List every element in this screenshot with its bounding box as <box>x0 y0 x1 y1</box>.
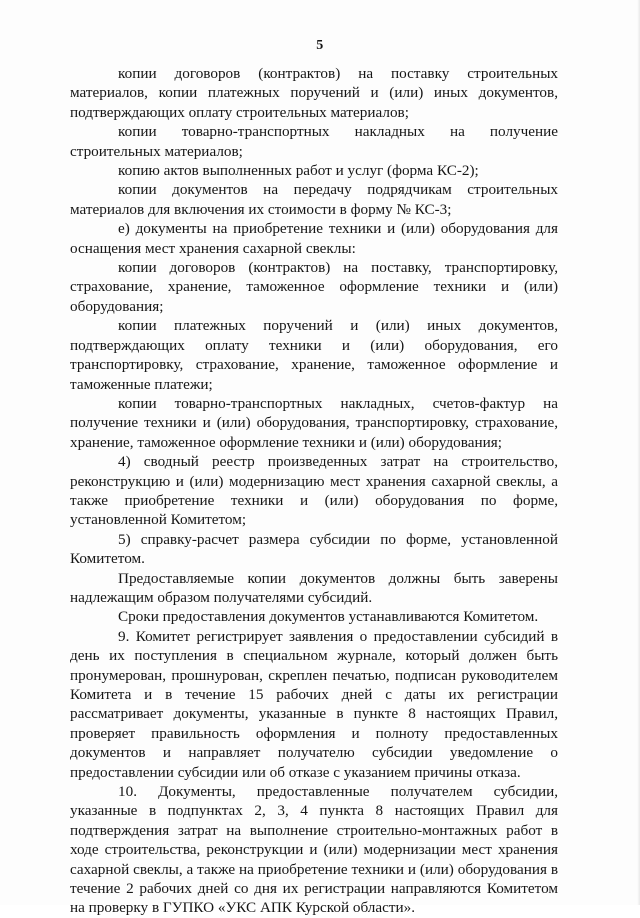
paragraph-waybills-materials: копии товарно-транспортных накладных на получение строительных материалов; <box>70 123 558 160</box>
paragraph-item-9: 9. Комитет регистрирует заявления о предоставлении субсидий в день их поступления в специальном журнале, который должен быть пронумерован, прошнурован, скреплен печатью, подписан руководителем Комитета и в течение 15 рабочих дней с даты их регистрации рассматривает документы, указанные в пункте 8 настоящих Правил, проверяет правильность оформления и полноту предоставленных документов и направляет получателю субсидии уведомление о предоставлении субсидии или об отказе с указанием причины отказа. <box>70 627 558 781</box>
paragraph-submission-deadlines: Сроки предоставления документов устанавливаются Комитетом. <box>118 608 539 626</box>
paragraph-ks2-acts: копию актов выполненных работ и услуг (форма КС-2); <box>118 162 479 180</box>
paragraph-equipment-waybills: копии товарно-транспортных накладных, счетов-фактур на получение техники и (или) оборудования, транспортировку, страхование, хранение, таможенное оформление техники и (или) оборудования; <box>70 394 558 451</box>
page-number: 5 <box>316 38 324 53</box>
paragraph-ks3-transfer: копии документов на передачу подрядчикам строительных материалов для включения их стоимости в форму № КС-3; <box>70 181 558 218</box>
paragraph-summary-register: 4) сводный реестр произведенных затрат на строительство, реконструкцию и (или) модернизацию мест хранения сахарной свеклы, а также приобретение техники и (или) оборудования по форме, установленной Комитетом; <box>70 453 558 529</box>
paragraph-item-10: 10. Документы, предоставленные получателем субсидии, указанные в подпунктах 2, 3, 4 пункта 8 настоящих Правил для подтверждения затрат на выполнение строительно-монтажных работ в ходе строительства, реконструкции и (или) модернизации мест хранения сахарной свеклы, а также на приобретение техники и (или) оборудования в течение 2 рабочих дней со дня их регистрации направляются Комитетом на проверку в ГУПКО «УКС АПК Курской области». <box>70 783 558 917</box>
paragraph-construction-contracts: копии договоров (контрактов) на поставку строительных материалов, копии платежных поручений и (или) иных документов, подтверждающих оплату строительных материалов; <box>70 65 558 121</box>
paragraph-equipment-contracts: копии договоров (контрактов) на поставку, транспортировку, страхование, хранение, таможенное оформление техники и (или) оборудования; <box>70 259 558 315</box>
paragraph-equipment-documents: е) документы на приобретение техники и (или) оборудования для оснащения мест хранения сахарной свеклы: <box>70 220 558 257</box>
paragraph-subsidy-calculation: 5) справку-расчет размера субсидии по форме, установленной Комитетом. <box>70 530 558 568</box>
paragraph-equipment-payments: копии платежных поручений и (или) иных документов, подтверждающих оплату техники и (или) оборудования, его транспортировку, страхование, хранение, таможенное оформление и таможенные платежи; <box>70 317 558 393</box>
paragraph-certified-copies: Предоставляемые копии документов должны быть заверены надлежащим образом получателями субсидий. <box>70 569 558 606</box>
document-body <box>70 64 558 918</box>
